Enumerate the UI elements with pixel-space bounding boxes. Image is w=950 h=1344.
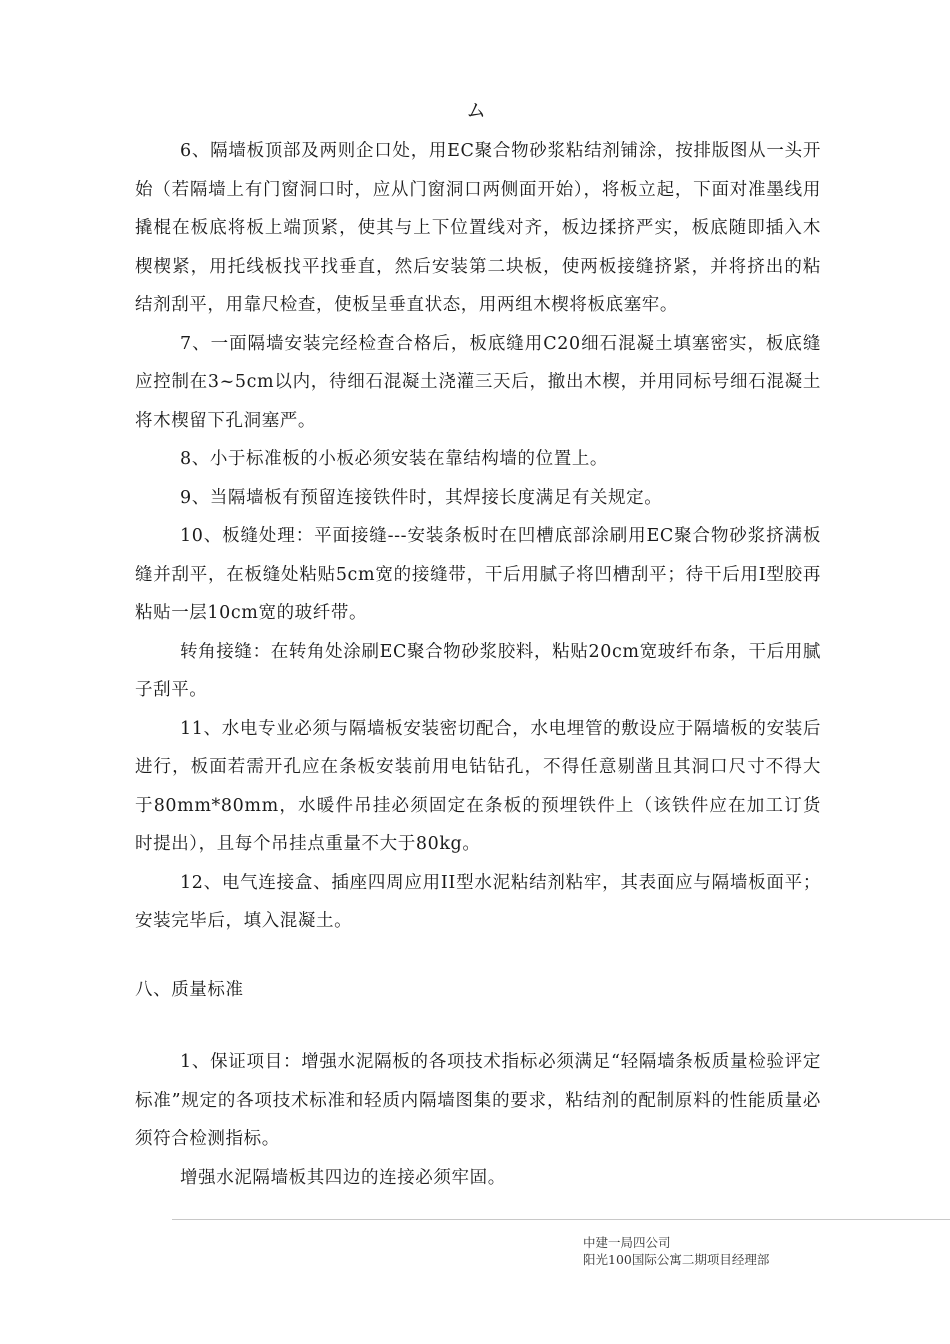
paragraph-step-10: 10、板缝处理：平面接缝---安装条板时在凹槽底部涂刷用EC聚合物砂浆挤满板缝并刮平，在板缝处粘贴5cm宽的接缝带，干后用腻子将凹槽刮平；待干后用I型胶再粘贴一层10cm宽的玻纤带。 bbox=[135, 526, 821, 623]
paragraph-guarantee-items: 1、保证项目：增强水泥隔板的各项技术指标必须满足“轻隔墙条板质量检验评定标准”规定的各项技术标准和轻质内隔墙图集的要求，粘结剂的配制原料的性能质量必须符合检测指标。 bbox=[135, 1052, 821, 1149]
section-spacer bbox=[135, 1009, 821, 1043]
paragraph-step-11: 11、水电专业必须与隔墙板安装密切配合，水电埋管的敷设应于隔墙板的安装后进行，板面若需开孔应在条板安装前用电钻钻孔，不得任意剔凿且其洞口尺寸不得大于80mm*80mm，水暖件吊挂必须固定在条板的预埋铁件上（该铁件应在加工订货时提出），且每个吊挂点重量不大于80kg。 bbox=[135, 718, 821, 854]
paragraph-corner-joint: 转角接缝：在转角处涂刷EC聚合物砂浆胶料，粘贴20cm宽玻纤布条，干后用腻子刮平。 bbox=[135, 641, 821, 700]
document-body bbox=[135, 132, 821, 1197]
page-top-mark: ム bbox=[466, 98, 486, 122]
paragraph-step-8: 8、小于标准板的小板必须安装在靠结构墙的位置上。 bbox=[180, 449, 609, 469]
paragraph-step-7: 7、一面隔墙安装完经检查合格后，板底缝用C20细石混凝土填塞密实，板底缝应控制在3~5cm以内，待细石混凝土浇灌三天后，撤出木楔，并用同标号细石混凝土将木楔留下孔洞塞严。 bbox=[135, 333, 821, 431]
section-spacer bbox=[135, 941, 821, 971]
section-heading-quality-standard: 八、质量标准 bbox=[135, 979, 244, 1000]
paragraph-edge-connection: 增强水泥隔墙板其四边的连接必须牢固。 bbox=[180, 1167, 506, 1188]
paragraph-step-6: 6、隔墙板顶部及两则企口处，用EC聚合物砂浆粘结剂铺涂，按排版图从一头开始（若隔墙上有门窗洞口时，应从门窗洞口两侧面开始），将板立起，下面对准墨线用撬棍在板底将板上端顶紧，使其与上下位置线对齐，板边揉挤严实，板底随即插入木楔楔紧，用托线板找平找垂直，然后安装第二块板，使两板接缝挤紧，并将挤出的粘结剂刮平，用靠尺检查，使板呈垂直状态，用两组木楔将板底塞牢。 bbox=[135, 141, 821, 315]
footer-divider bbox=[172, 1219, 950, 1220]
paragraph-step-12: 12、电气连接盒、插座四周应用II型水泥粘结剂粘牢，其表面应与隔墙板面平；安装完毕后，填入混凝土。 bbox=[135, 872, 821, 931]
footer-company: 中建一局四公司 bbox=[583, 1235, 671, 1250]
footer-project-department: 阳光100国际公寓二期项目经理部 bbox=[583, 1252, 770, 1267]
page-footer bbox=[583, 1234, 769, 1268]
paragraph-step-9: 9、当隔墙板有预留连接铁件时，其焊接长度满足有关规定。 bbox=[180, 487, 663, 508]
